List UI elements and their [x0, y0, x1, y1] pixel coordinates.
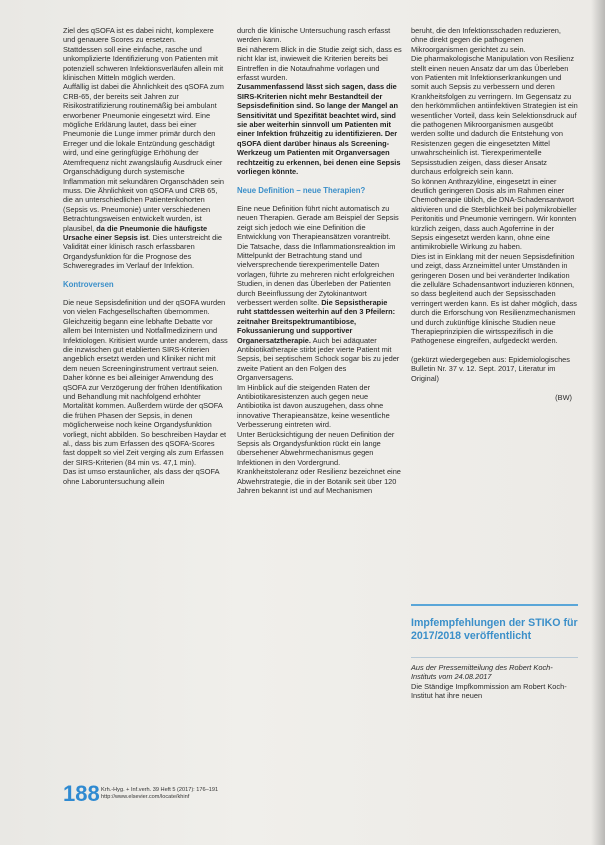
- paragraph: Dies ist in Einklang mit der neuen Sepsisdefinition und zeigt, dass Arzneimittel unter Umständen in geringeren Dosen und bei veränderter Indikation die zelluläre Schadensantwort induzieren können, so dass begleitend auch der Sepsisschaden verringert werden kann. Es ist daher möglich, dass durch die Erforschung von Resilienzmechanismen und durch zukünftige klinische Studien neue Therapieprinzipien die wirtsspezifisch in die Pathogenese eingreifen, aufgedeckt werden.: [411, 251, 577, 346]
- author-initials: (BW): [555, 393, 572, 403]
- paragraph: durch die klinische Untersuchung rasch erfasst werden kann.: [237, 26, 391, 45]
- journal-url[interactable]: http://www.elsevier.com/locate/khinf: [101, 794, 190, 800]
- text-column-right: [411, 26, 578, 402]
- headline-rule: [411, 657, 578, 658]
- section-heading-kontroversen: Kontroversen: [63, 279, 114, 289]
- paragraph: Das ist umso erstaunlicher, als dass der qSOFA ohne Laboruntersuchung allein: [63, 467, 220, 486]
- section-heading-neue-definition: Neue Definition – neue Therapien?: [237, 185, 366, 195]
- text-column-middle: [237, 26, 402, 496]
- paragraph: Die Ständige Impfkommission am Robert Koch-Institut hat ihre neuen: [411, 681, 567, 701]
- emphasis: da die Pneumonie die häufigste Ursache einer Sepsis ist: [63, 223, 208, 242]
- paragraph: Ziel des qSOFA ist es dabei nicht, komplexere und genauere Scores zu ersetzen.: [63, 26, 214, 45]
- paragraph: So können Anthrazykline, eingesetzt in einer deutlich geringeren Dosis als im Rahmen einer Chemotherapie üblich, die DNA-Schadensantwort aktivieren und die Sterblichkeit bei polymikrobieller Peritonitis und Pneumonie verringern. Wir konnten kürzlich zeigen, dass auch Agoferrine in der Sepsis eingesetzt werden kann, ohne eine antimikrobielle Wirkung zu haben.: [411, 176, 577, 252]
- paragraph: Die neue Sepsisdefinition und der qSOFA wurden von vielen Fachgesellschaften übernommen. Gleichzeitig begann eine lebhafte Debatte vor allem bei Internisten und Notfallmedizinern und Infektiologen. Kritisiert wurde unter anderem, dass die inzwischen gut etablierten SIRS-Kriterien angeblich ersetzt werden und Kliniker nicht mit dem neuen Screeninginstrument vertraut seien. Daher könne es bei alleiniger Anwendung des qSOFA zur Verzögerung der frühen Identifikation und Behandlung mit nachfolgend erhöhter Mortalität kommen. Außerdem würde der qSOFA die frühen Phasen der Sepsis, in denen möglicherweise noch keine Organdysfunktion vorliegt, nicht abbilden. So beschreiben Haydar et al., dass bis zum Erfassen des qSOFA-Scores fast doppelt so viel Zeit verging als zum Erfassen der SIRS-Kriterien (84 min vs. 47,1 min).: [63, 297, 228, 467]
- page-edge-shadow: [591, 0, 605, 845]
- paragraph: Im Hinblick auf die steigenden Raten der Antibiotikaresistenzen auch gegen neue Antibiotika ist davon auszugehen, dass ohne innovative Therapieansätze, keine wesentliche Verbesserung eintreten wird.: [237, 382, 390, 430]
- journal-citation: [101, 787, 218, 801]
- citation-line: Krh.-Hyg. + Inf.verh. 39 Heft 5 (2017): 176–191: [101, 787, 219, 793]
- page-footer: [63, 783, 363, 807]
- paragraph: Die pharmakologische Manipulation von Resilienz stellt einen neuen Ansatz dar um das Überleben von Patienten mit Infektionserkrankungen und somit auch Sepsis zu verbessern und deren Krankheitsfolgen zu verringern. Im Gegensatz zu den herkömmlichen antiinfektiven Strategien ist ein wesentlicher Vorteil, dass kein Selektionsdruck auf die pathogenen Mikroorganismen ausgeübt werden sollte und dadurch die Entstehung von Resistenzen gegen die eingesetzten Mittel unwahrscheinlich ist. Tierexperimentelle Sepsisstudien zeigen, dass dieser Ansatz durchaus erfolgreich sein kann.: [411, 54, 578, 177]
- paragraph: Stattdessen soll eine einfache, rasche und unkomplizierte Identifizierung von Patienten mit potenziell schweren Infektionsverläufen allein mit klinischen Mitteln möglich werden.: [63, 44, 224, 83]
- press-release-source: Aus der Pressemitteilung des Robert Koch-Instituts vom 24.08.2017: [411, 663, 553, 682]
- paragraph: Bei näherem Blick in die Studie zeigt sich, dass es nicht klar ist, inwieweit die Kriterien bereits bei Eintreffen in die Notaufnahme vorlagen und erfasst wurden.: [237, 44, 402, 83]
- source-note: (gekürzt wiedergegeben aus: Epidemiologisches Bulletin Nr. 37 v. 12. Sept. 2017, Literatur im Original): [411, 354, 570, 383]
- page-number: 188: [63, 781, 100, 806]
- paragraph: Unter Berücksichtigung der neuen Definition der Sepsis als Organdysfunktion rückt ein lange übersehener Abwehrmechanismus gegen Infektionen in den Vordergrund. Krankheitstoleranz oder Resilienz bezeichnet eine Abwehrstrategie, die in der Botanik seit über 120 Jahren bekannt ist und auf Mechanismen: [237, 429, 401, 496]
- text-column-left: [63, 26, 228, 486]
- summary-emphasis: Zusammenfassend lässt sich sagen, dass die SIRS-Kriterien nicht mehr Bestandteil der Sepsisdefinition sind. So lange der Mangel an Sensitivität und Spezifität beachtet wird, sind sie aber weiterhin sinnvoll um Patienten mit einer Infektion frühzeitig zu identifizieren. Der qSOFA dient darüber hinaus als Screening-Werkzeug um Patienten mit Organversagen rechtzeitig zu erkennen, bei denen eine Sepsis vorliegen könnte.: [237, 82, 401, 177]
- paragraph: beruht, die den Infektionsschaden reduzieren, ohne direkt gegen die pathogenen Mikroorganismen gerichtet zu sein.: [411, 26, 561, 54]
- emphasis: Die Sepsistherapie ruht stattdessen weiterhin auf den 3 Pfeilern: zeitnaher Breitspektrumantibiose, Fokussanierung und supportiver Organersatztherapie.: [237, 297, 396, 345]
- news-lead: [411, 663, 578, 701]
- section-divider: [411, 604, 578, 606]
- paragraph: Eine neue Definition führt nicht automatisch zu neuen Therapien. Gerade am Beispiel der Sepsis zeigt sich jedoch wie eine Definition die Entwicklung von Therapieansätzen vorantreibt. Die Tatsache, dass die Inflammationsreaktion im Mittelpunkt der Betrachtung stand und vielversprechende tierexperimentelle Daten vorlagen, führte zu mehreren nicht erfolgreichen Studien, in denen das Überleben der Patienten durch Beeinflussung der Zytokinantwort verbessert werden sollte. Die Sepsistherapie ruht stattdessen weiterhin auf den 3 Pfeilern: zeitnaher Breitspektrumantibiose, Fokussanierung und supportiver Organersatztherapie. Auch bei adäquater Antibiotikatherapie stirbt jeder vierte Patient mit Sepsis, bei septischem Schock sogar bis zu jeder zweite Patient an den Folgen des Organversagens.: [237, 203, 400, 383]
- paragraph: Auffällig ist dabei die Ähnlichkeit des qSOFA zum CRB-65, der bereits seit Jahren zur Risikostratifizierung routinemäßig bei ambulant erworbener Pneumonie eingesetzt wird. Eine mögliche Erklärung lautet, dass bei einer Pneumonie die Lunge immer primär durch den Erreger und die lokale Entzündung geschädigt wird, und eine geringfügige Erhöhung der Atemfrequenz nicht zwangsläufig Ausdruck einer Organschädigung durch systemische Inflammation mit sekundären Organschäden sein muss. Die Ähnlichkeit von qSOFA und CRB 65, die an unterschiedlichen Patientenkohorten (Sepsis vs. Pneumonie) unter verschiedenen Betrachtungsweisen entwickelt wurden, ist plausibel, da die Pneumonie die häufigste Ursache einer Sepsis ist. Dies unterstreicht die Validität einer klinisch rasch erfassbaren Organdysfunktion für die Prognose des Schweregrades im Verlauf der Infektion.: [63, 82, 225, 271]
- news-headline: Impfempfehlungen der STIKO für 2017/2018 veröffentlicht: [411, 617, 578, 642]
